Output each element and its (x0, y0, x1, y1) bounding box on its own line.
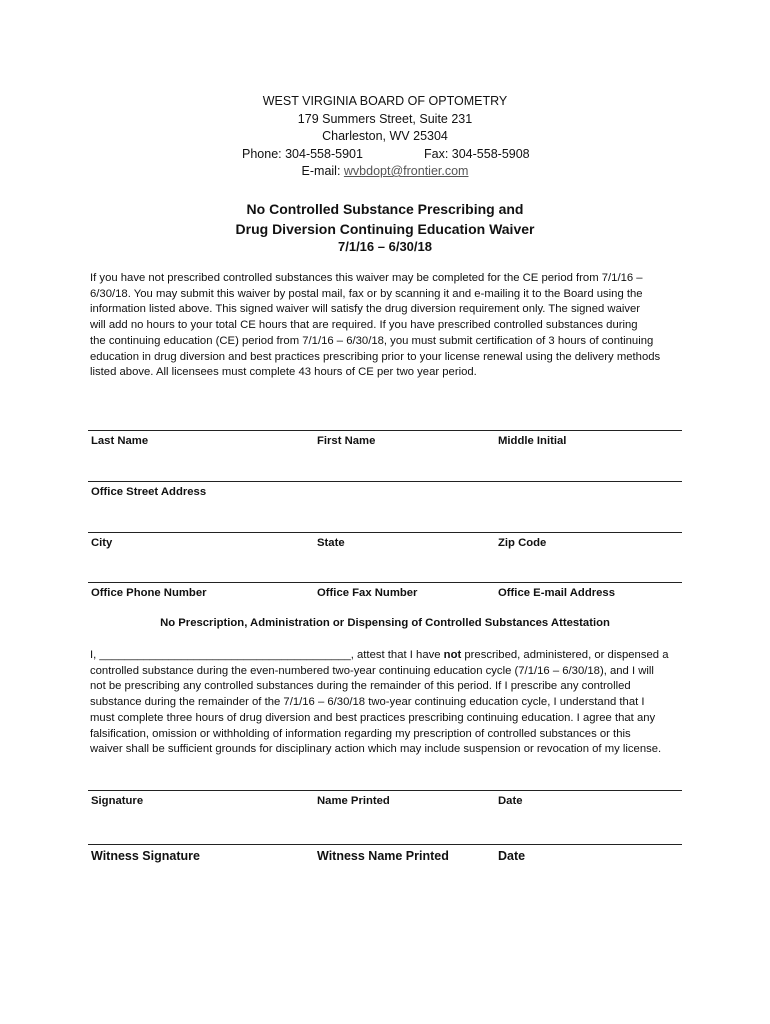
city-row-line (88, 532, 682, 533)
attestation-not: not (443, 649, 462, 661)
office-street-field[interactable]: Office Street Address (91, 486, 207, 498)
fax-number: Fax: 304-558-5908 (424, 147, 530, 161)
name-printed-field[interactable]: Name Printed (317, 795, 390, 807)
intro-line: information listed above. This signed waiver will satisfy the drug diversion requirement only. The signed waiver (90, 303, 641, 316)
intro-line: the continuing education (CE) period from 7/1/16 – 6/30/18, you must submit certification of 3 hours of continuing (90, 334, 654, 347)
intro-line: will add no hours to your total CE hours that are required. If you have prescribed controlled substances during (90, 319, 638, 332)
intro-line: 6/30/18. You may submit this waiver by postal mail, fax or by scanning it and e-mailing it to the Board using the (90, 287, 643, 300)
attestation-line1-suffix: prescribed, administered, or dispensed a (461, 649, 669, 661)
middle-initial-field[interactable]: Middle Initial (498, 435, 567, 447)
form-period: 7/1/16 – 6/30/18 (338, 239, 432, 254)
witness-row-line (88, 844, 682, 845)
phone-number: Phone: 304-558-5901 (242, 147, 363, 161)
attestation-line: waiver shall be sufficient grounds for disciplinary action which may include suspension or revocation of my license. (90, 743, 662, 756)
attestation-line: must complete three hours of drug diversion and best practices prescribing continuing education. I agree that any (90, 711, 656, 724)
email-line (0, 163, 770, 181)
office-fax-field[interactable]: Office Fax Number (317, 587, 418, 599)
address-row-line (88, 481, 682, 482)
zip-code-field[interactable]: Zip Code (498, 537, 547, 549)
witness-date-field[interactable]: Date (498, 849, 526, 863)
office-email-field[interactable]: Office E-mail Address (498, 587, 615, 599)
email-label: E-mail: (301, 164, 344, 178)
attestation-heading: No Prescription, Administration or Dispensing of Controlled Substances Attestation (160, 617, 610, 629)
email-link[interactable]: wvbdopt@frontier.com (343, 164, 469, 178)
contact-row-line (88, 582, 682, 583)
form-title-line1: No Controlled Substance Prescribing and (246, 201, 524, 217)
city-address: Charleston, WV 25304 (322, 129, 448, 143)
intro-line: education in drug diversion and best practices prescribing prior to your license renewal using the delivery methods (90, 350, 661, 363)
attestation-first-line (90, 648, 682, 664)
form-title-line2: Drug Diversion Continuing Education Waiver (235, 221, 535, 237)
signature-field[interactable]: Signature (91, 795, 144, 807)
attestation-paragraph (90, 648, 682, 758)
attestation-name-blank[interactable]: I, ________________________________________, attest that I have (90, 649, 444, 661)
office-phone-field[interactable]: Office Phone Number (91, 587, 207, 599)
signature-row-line (88, 790, 682, 791)
intro-line: If you have not prescribed controlled substances this waiver may be completed for the CE period from 7/1/16 – (90, 272, 643, 284)
street-address: 179 Summers Street, Suite 231 (297, 112, 473, 126)
intro-line: listed above. All licensees must complete 43 hours of CE per two year period. (90, 366, 477, 379)
witness-name-printed-field[interactable]: Witness Name Printed (317, 849, 449, 863)
intro-paragraph (90, 271, 682, 381)
attestation-line: controlled substance during the even-numbered two-year continuing education cycle (7/1/16 – 6/30/18), and I will (90, 664, 654, 677)
board-name: WEST VIRGINIA BOARD OF OPTOMETRY (262, 94, 508, 108)
attestation-line: not be prescribing any controlled substances during the remainder of this period. If I prescribe any controlled (90, 680, 631, 693)
state-field[interactable]: State (317, 537, 345, 549)
attestation-line: falsification, omission or withholding of information regarding my prescription of controlled substances or this (90, 727, 631, 740)
witness-signature-field[interactable]: Witness Signature (91, 849, 200, 863)
attestation-line: substance during the remainder of the 7/1/16 – 6/30/18 two-year continuing education cycle, I understand that I (90, 696, 645, 709)
date-field[interactable]: Date (498, 795, 523, 807)
first-name-field[interactable]: First Name (317, 435, 376, 447)
city-field[interactable]: City (91, 537, 113, 549)
last-name-field[interactable]: Last Name (91, 435, 149, 447)
name-row-line (88, 430, 682, 431)
